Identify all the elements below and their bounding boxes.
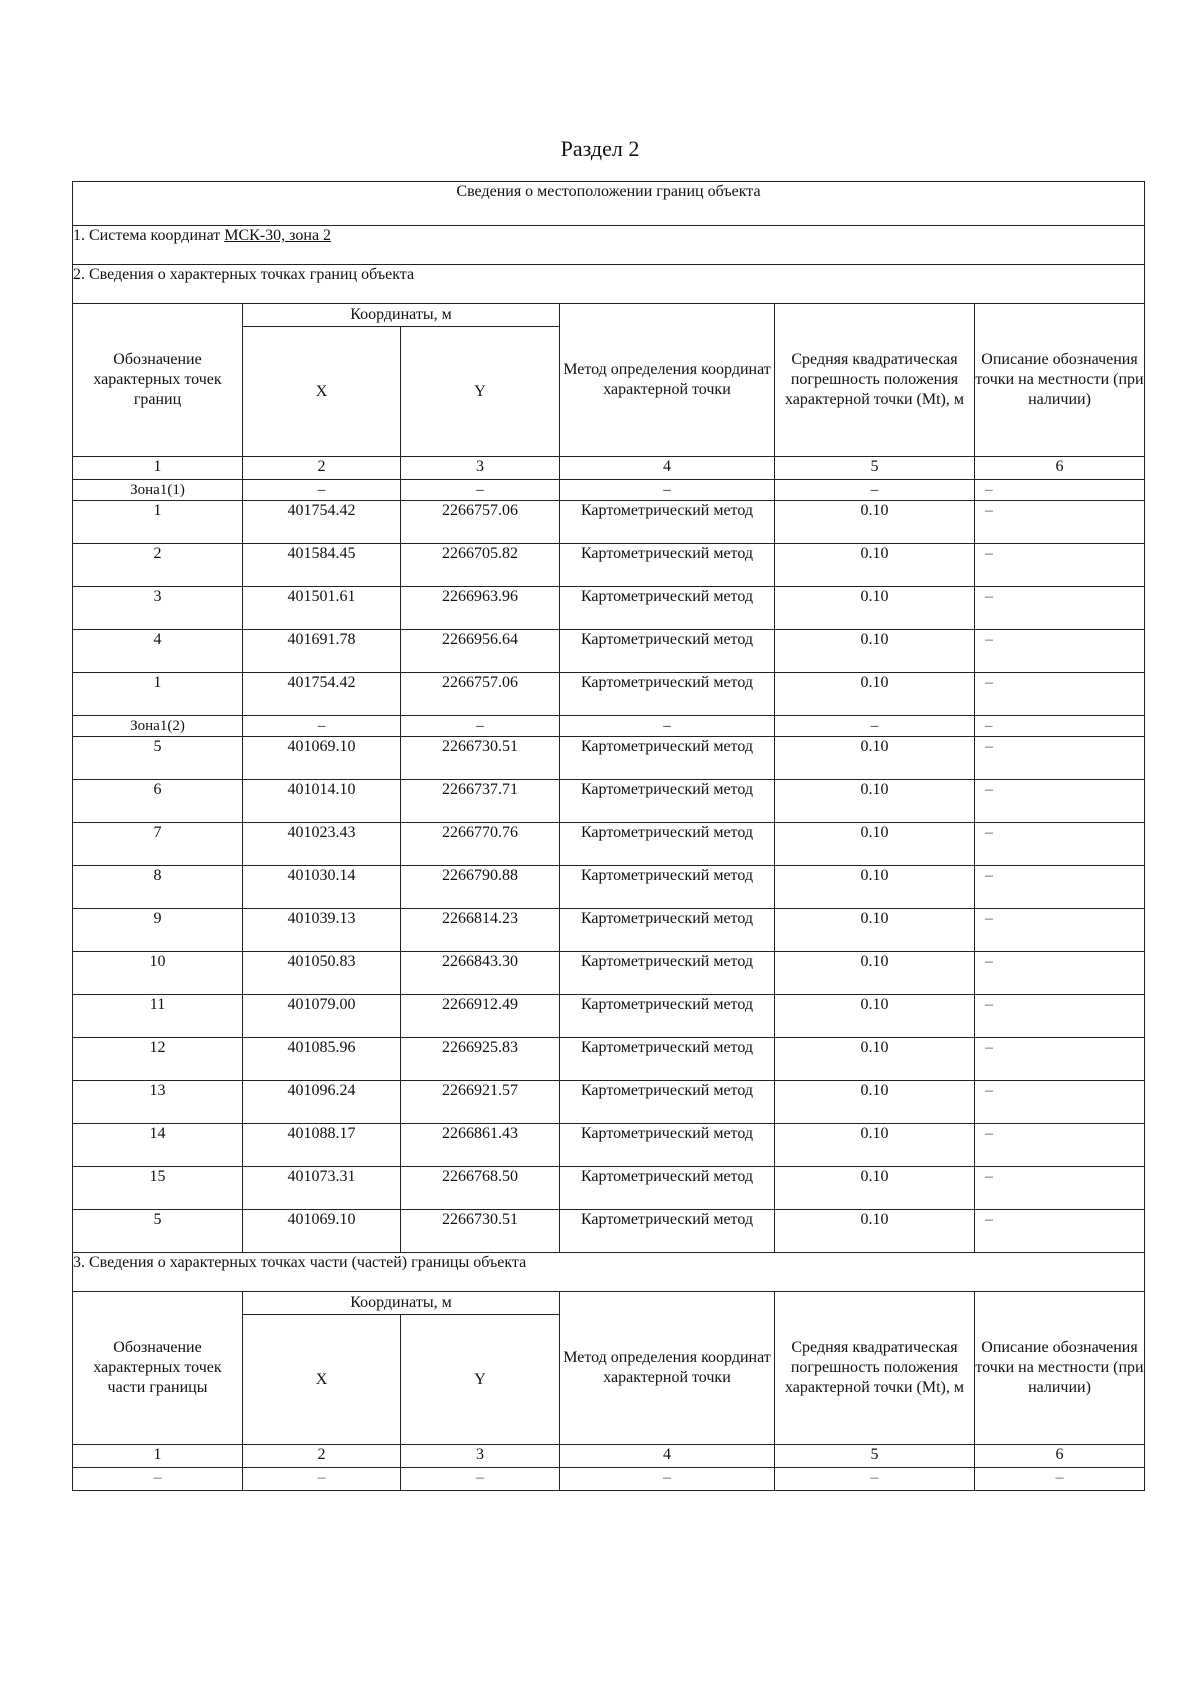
zone-dash-cell: – (560, 716, 775, 737)
zone-dash-cell: – (401, 716, 560, 737)
point-description: – (975, 630, 1145, 673)
point-x: 401691.78 (243, 630, 401, 673)
zone-dash-cell: – (401, 480, 560, 501)
point-description: – (975, 737, 1145, 780)
header-designation-part: Обозначение характерных точек части границы (73, 1292, 243, 1445)
point-error: 0.10 (775, 1167, 975, 1210)
table-row (73, 1210, 1145, 1253)
zone-dash-cell: – (775, 480, 975, 501)
header-y: Y (401, 327, 560, 457)
point-method: Картометрический метод (560, 995, 775, 1038)
point-error: 0.10 (775, 587, 975, 630)
point-error: 0.10 (775, 1038, 975, 1081)
point-x: 401085.96 (243, 1038, 401, 1081)
table-row (73, 1038, 1145, 1081)
point-y: 2266921.57 (401, 1081, 560, 1124)
header-designation: Обозначение характерных точек границ (73, 304, 243, 457)
point-id: 11 (73, 995, 243, 1038)
header-error: Средняя квадратическая погрешность положения характерной точки (Mt), м (775, 1292, 975, 1445)
point-description: – (975, 909, 1145, 952)
point-x: 401754.42 (243, 501, 401, 544)
column-number: 1 (73, 457, 243, 480)
point-id: 7 (73, 823, 243, 866)
part-cell: – (560, 1468, 775, 1491)
point-id: 2 (73, 544, 243, 587)
point-x: 401096.24 (243, 1081, 401, 1124)
table-row (73, 780, 1145, 823)
table-row (73, 866, 1145, 909)
point-error: 0.10 (775, 866, 975, 909)
zone-dash-cell: – (243, 480, 401, 501)
point-x: 401069.10 (243, 737, 401, 780)
zone-row (73, 480, 1145, 501)
point-y: 2266757.06 (401, 501, 560, 544)
point-id: 1 (73, 673, 243, 716)
header-description: Описание обозначения точки на местности (при наличии) (975, 304, 1145, 457)
table-row (73, 544, 1145, 587)
point-description: – (975, 780, 1145, 823)
point-y: 2266737.71 (401, 780, 560, 823)
header-error: Средняя квадратическая погрешность положения характерной точки (Mt), м (775, 304, 975, 457)
point-error: 0.10 (775, 995, 975, 1038)
zone-row (73, 716, 1145, 737)
column-number: 5 (775, 457, 975, 480)
column-number: 2 (243, 1445, 401, 1468)
point-error: 0.10 (775, 630, 975, 673)
table-row (73, 995, 1145, 1038)
point-y: 2266768.50 (401, 1167, 560, 1210)
point-x: 401584.45 (243, 544, 401, 587)
point-method: Картометрический метод (560, 1038, 775, 1081)
point-method: Картометрический метод (560, 866, 775, 909)
coordinate-system-value: МСК-30, зона 2 (224, 227, 332, 244)
zone-dash-cell: – (975, 716, 1145, 737)
table-row (73, 501, 1145, 544)
zone-name: Зона1(2) (73, 716, 243, 737)
point-description: – (975, 1167, 1145, 1210)
column-number: 3 (401, 457, 560, 480)
column-number: 3 (401, 1445, 560, 1468)
table-row (73, 1167, 1145, 1210)
point-id: 6 (73, 780, 243, 823)
zone-name: Зона1(1) (73, 480, 243, 501)
column-number: 4 (560, 1445, 775, 1468)
header-x: X (243, 1315, 401, 1445)
section-2-heading: 2. Сведения о характерных точках границ объекта (73, 265, 1145, 304)
point-description: – (975, 1081, 1145, 1124)
column-numbers-row (73, 1445, 1145, 1468)
header-method: Метод определения координат характерной точки (560, 1292, 775, 1445)
column-number: 6 (975, 1445, 1145, 1468)
point-method: Картометрический метод (560, 1124, 775, 1167)
zone-dash-cell: – (243, 716, 401, 737)
point-y: 2266814.23 (401, 909, 560, 952)
point-method: Картометрический метод (560, 544, 775, 587)
point-error: 0.10 (775, 780, 975, 823)
point-y: 2266757.06 (401, 673, 560, 716)
table-row (73, 587, 1145, 630)
point-method: Картометрический метод (560, 587, 775, 630)
point-id: 5 (73, 737, 243, 780)
table-row (73, 673, 1145, 716)
point-error: 0.10 (775, 501, 975, 544)
column-number: 6 (975, 457, 1145, 480)
point-y: 2266843.30 (401, 952, 560, 995)
point-method: Картометрический метод (560, 952, 775, 995)
point-y: 2266730.51 (401, 1210, 560, 1253)
point-description: – (975, 1210, 1145, 1253)
point-description: – (975, 1038, 1145, 1081)
header-y: Y (401, 1315, 560, 1445)
point-method: Картометрический метод (560, 630, 775, 673)
point-description: – (975, 866, 1145, 909)
point-x: 401050.83 (243, 952, 401, 995)
point-id: 8 (73, 866, 243, 909)
point-error: 0.10 (775, 952, 975, 995)
table-title: Сведения о местоположении границ объекта (73, 182, 1145, 226)
point-method: Картометрический метод (560, 1210, 775, 1253)
point-y: 2266956.64 (401, 630, 560, 673)
part-cell: – (401, 1468, 560, 1491)
coordinate-system-label: 1. Система координат (73, 227, 221, 244)
point-x: 401039.13 (243, 909, 401, 952)
point-id: 9 (73, 909, 243, 952)
point-method: Картометрический метод (560, 501, 775, 544)
column-numbers-row (73, 457, 1145, 480)
part-cell: – (975, 1468, 1145, 1491)
point-error: 0.10 (775, 909, 975, 952)
point-y: 2266963.96 (401, 587, 560, 630)
table-row (73, 737, 1145, 780)
column-number: 5 (775, 1445, 975, 1468)
table-row (73, 952, 1145, 995)
point-id: 15 (73, 1167, 243, 1210)
zone-dash-cell: – (560, 480, 775, 501)
point-description: – (975, 501, 1145, 544)
point-id: 4 (73, 630, 243, 673)
point-description: – (975, 544, 1145, 587)
point-error: 0.10 (775, 823, 975, 866)
part-cell: – (73, 1468, 243, 1491)
point-x: 401069.10 (243, 1210, 401, 1253)
point-error: 0.10 (775, 737, 975, 780)
header-x: X (243, 327, 401, 457)
zone-dash-cell: – (975, 480, 1145, 501)
point-x: 401023.43 (243, 823, 401, 866)
zone-dash-cell: – (775, 716, 975, 737)
point-method: Картометрический метод (560, 823, 775, 866)
point-id: 14 (73, 1124, 243, 1167)
header-method: Метод определения координат характерной точки (560, 304, 775, 457)
table-row (73, 1081, 1145, 1124)
point-method: Картометрический метод (560, 909, 775, 952)
point-x: 401501.61 (243, 587, 401, 630)
point-description: – (975, 673, 1145, 716)
point-error: 0.10 (775, 673, 975, 716)
column-number: 4 (560, 457, 775, 480)
point-description: – (975, 952, 1145, 995)
point-id: 13 (73, 1081, 243, 1124)
point-y: 2266705.82 (401, 544, 560, 587)
table-row (73, 630, 1145, 673)
coordinate-system-row (73, 226, 1145, 265)
point-id: 12 (73, 1038, 243, 1081)
table-row (73, 823, 1145, 866)
point-y: 2266730.51 (401, 737, 560, 780)
point-x: 401014.10 (243, 780, 401, 823)
point-description: – (975, 995, 1145, 1038)
point-description: – (975, 587, 1145, 630)
part-cell: – (243, 1468, 401, 1491)
part-cell: – (775, 1468, 975, 1491)
point-error: 0.10 (775, 544, 975, 587)
point-method: Картометрический метод (560, 780, 775, 823)
point-y: 2266770.76 (401, 823, 560, 866)
point-description: – (975, 823, 1145, 866)
point-id: 10 (73, 952, 243, 995)
section-3-heading: 3. Сведения о характерных точках части (частей) границы объекта (73, 1253, 1145, 1292)
page-title: Раздел 2 (560, 136, 640, 161)
table-row (73, 909, 1145, 952)
table-row (73, 1124, 1145, 1167)
part-row (73, 1468, 1145, 1491)
point-x: 401079.00 (243, 995, 401, 1038)
header-coordinates: Координаты, м (243, 304, 560, 327)
point-y: 2266912.49 (401, 995, 560, 1038)
point-x: 401073.31 (243, 1167, 401, 1210)
point-y: 2266925.83 (401, 1038, 560, 1081)
point-method: Картометрический метод (560, 673, 775, 716)
point-id: 5 (73, 1210, 243, 1253)
point-method: Картометрический метод (560, 1167, 775, 1210)
column-number: 2 (243, 457, 401, 480)
point-x: 401030.14 (243, 866, 401, 909)
point-error: 0.10 (775, 1210, 975, 1253)
point-error: 0.10 (775, 1081, 975, 1124)
header-coordinates: Координаты, м (243, 1292, 560, 1315)
column-number: 1 (73, 1445, 243, 1468)
point-y: 2266790.88 (401, 866, 560, 909)
point-error: 0.10 (775, 1124, 975, 1167)
point-id: 3 (73, 587, 243, 630)
header-description: Описание обозначения точки на местности (при наличии) (975, 1292, 1145, 1445)
point-id: 1 (73, 501, 243, 544)
point-method: Картометрический метод (560, 737, 775, 780)
point-method: Картометрический метод (560, 1081, 775, 1124)
point-description: – (975, 1124, 1145, 1167)
point-y: 2266861.43 (401, 1124, 560, 1167)
boundary-table (72, 181, 1145, 1491)
point-x: 401088.17 (243, 1124, 401, 1167)
point-x: 401754.42 (243, 673, 401, 716)
